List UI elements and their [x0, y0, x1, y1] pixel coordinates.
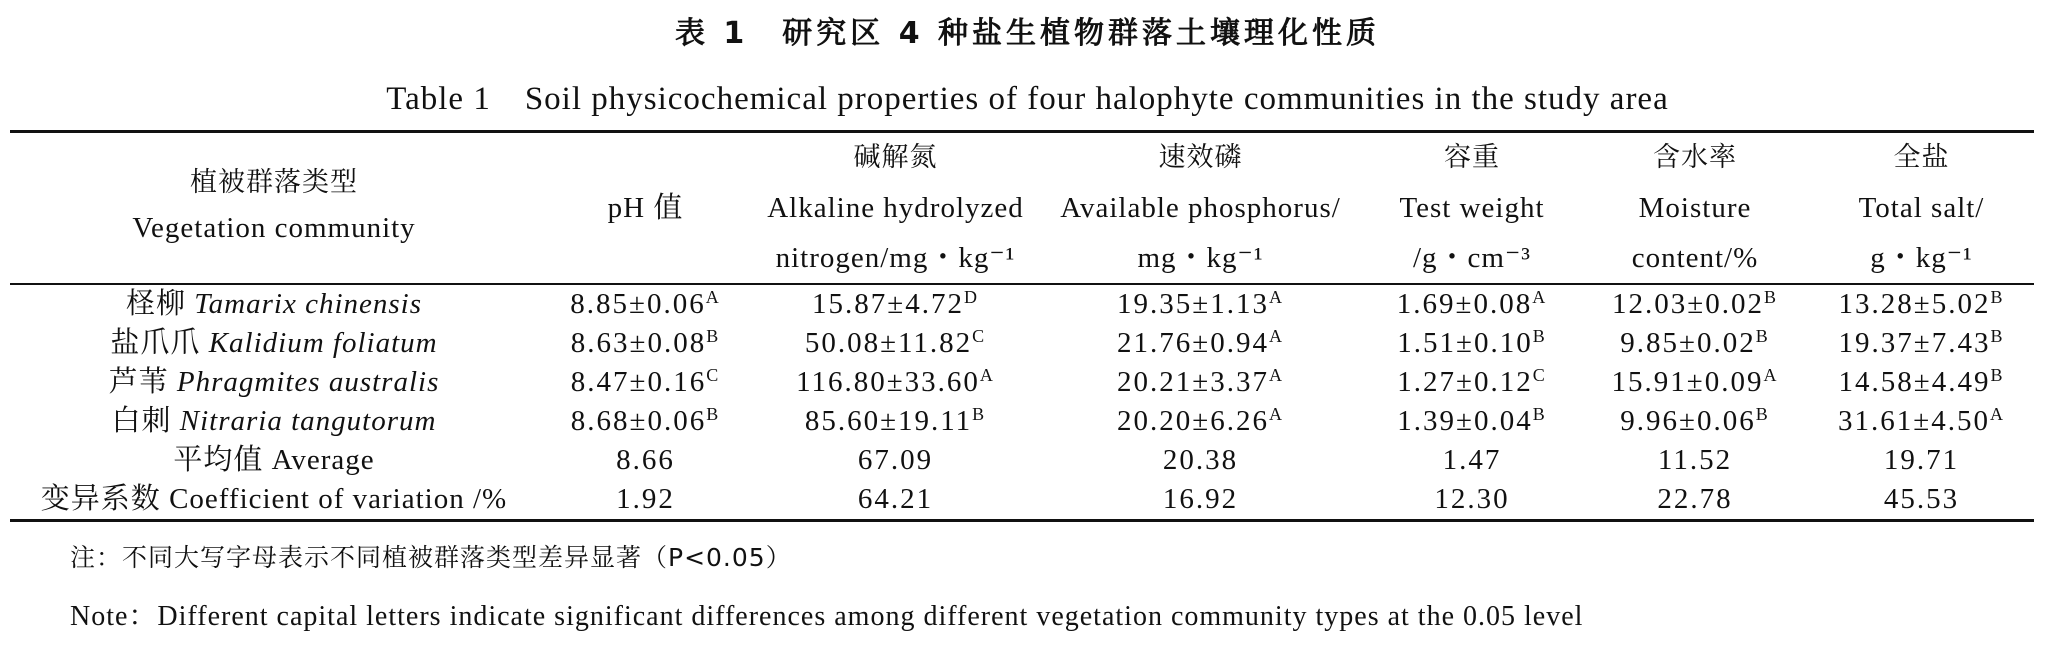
cell-value: 19.37±7.43 [1838, 327, 1991, 359]
cell-test-weight: 1.47 [1442, 444, 1502, 476]
cell-total-salt [1809, 363, 2034, 402]
cell-value: 9.96±0.06 [1620, 405, 1756, 437]
species-zh: 芦苇 [108, 366, 169, 398]
header-phosphorus-unit: mg・kg⁻¹ [1137, 242, 1264, 274]
significance-letter: D [963, 287, 979, 307]
header-test-weight-unit: /g・cm⁻³ [1413, 242, 1531, 274]
header-test-weight-en: Test weight [1399, 192, 1545, 224]
header-vegetation-en: Vegetation community [132, 212, 416, 244]
cell-total-salt [1809, 402, 2034, 441]
header-total-salt [1809, 132, 2034, 285]
row-label [10, 441, 538, 480]
cell-total-salt: 45.53 [1883, 483, 1960, 515]
cell-value: 15.87±4.72 [812, 288, 964, 320]
header-vegetation [10, 132, 538, 285]
cell-value: 116.80±33.60 [796, 366, 980, 398]
cell-value: 13.28±5.02 [1838, 288, 1991, 320]
cell-nitrogen [753, 324, 1038, 363]
cell-value: 8.85±0.06 [570, 288, 706, 320]
significance-letter: A [705, 287, 721, 307]
header-moisture-zh: 含水率 [1653, 142, 1737, 173]
cell-moisture [1581, 402, 1809, 441]
summary-label-zh: 平均值 [173, 444, 264, 476]
cell-ph [538, 284, 753, 324]
significance-letter: A [979, 365, 995, 385]
species-latin: Nitraria tangutorum [179, 405, 437, 437]
note-en: Note：Different capital letters indicate significant differences among different vegetation community types at the 0.05 level [70, 601, 1584, 632]
cell-value: 20.21±3.37 [1117, 366, 1269, 398]
summary-label-en: Average [271, 444, 375, 476]
cell-nitrogen [753, 402, 1038, 441]
cell-nitrogen: 67.09 [857, 444, 934, 476]
cell-value: 8.68±0.06 [570, 405, 707, 437]
cell-test-weight: 12.30 [1434, 483, 1510, 515]
header-nitrogen-unit: nitrogen/mg・kg⁻¹ [775, 242, 1016, 274]
cell-nitrogen [753, 284, 1038, 324]
significance-letter: C [1532, 365, 1547, 385]
table-body [10, 284, 2034, 521]
header-phosphorus-zh: 速效磷 [1158, 142, 1243, 173]
header-phosphorus-en: Available phosphorus/ [1060, 192, 1341, 224]
header-nitrogen-zh: 碱解氮 [853, 142, 938, 173]
significance-letter: C [972, 326, 987, 346]
significance-letter: A [1763, 365, 1779, 385]
species-latin: Tamarix chinensis [194, 288, 423, 320]
header-moisture-unit: content/% [1631, 242, 1759, 274]
significance-letter: A [1532, 287, 1548, 307]
cell-value: 1.27±0.12 [1397, 366, 1533, 398]
row-label [10, 363, 538, 402]
header-total-salt-en: Total salt/ [1858, 192, 1985, 224]
header-nitrogen-en: Alkaline hydrolyzed [767, 192, 1024, 224]
cell-moisture [1581, 363, 1809, 402]
cell-value: 1.69±0.08 [1396, 288, 1533, 320]
header-ph [538, 132, 753, 285]
significance-letter: B [1755, 326, 1770, 346]
significance-letter: C [706, 365, 721, 385]
cell-moisture [1581, 324, 1809, 363]
cell-test-weight [1363, 284, 1581, 324]
summary-row-cv [10, 480, 2034, 521]
header-phosphorus [1038, 132, 1363, 285]
header-test-weight [1363, 132, 1581, 285]
soil-properties-table [10, 130, 2034, 522]
cell-total-salt [1809, 324, 2034, 363]
species-latin: Phragmites australis [176, 366, 440, 398]
cell-test-weight [1363, 363, 1581, 402]
significance-letter: A [1989, 404, 2005, 424]
significance-letter: B [706, 326, 721, 346]
significance-letter: B [972, 404, 987, 424]
header-ph-en: pH 值 [607, 192, 684, 224]
cell-value: 20.20±6.26 [1117, 405, 1269, 437]
cell-value: 8.47±0.16 [570, 366, 707, 398]
note-zh: 注：不同大写字母表示不同植被群落类型差异显著（P<0.05） [70, 543, 792, 572]
row-label [10, 402, 538, 441]
summary-row-average [10, 441, 2034, 480]
cell-moisture: 11.52 [1657, 444, 1733, 476]
summary-label-zh: 变异系数 [40, 483, 161, 515]
significance-letter: B [1990, 287, 2005, 307]
significance-letter: A [1268, 365, 1284, 385]
summary-label-en: Coefficient of variation /% [169, 483, 508, 515]
significance-letter: B [1990, 326, 2005, 346]
significance-letter: B [1990, 365, 2005, 385]
cell-phosphorus [1038, 402, 1363, 441]
header-total-salt-unit: g・kg⁻¹ [1870, 242, 1973, 274]
cell-value: 21.76±0.94 [1117, 327, 1269, 359]
cell-value: 8.63±0.08 [570, 327, 707, 359]
species-latin: Kalidium foliatum [208, 327, 438, 359]
cell-phosphorus [1038, 324, 1363, 363]
cell-value: 85.60±19.11 [804, 405, 973, 437]
significance-letter: B [706, 404, 721, 424]
header-moisture-en: Moisture [1638, 192, 1752, 224]
cell-ph: 1.92 [616, 483, 675, 515]
significance-letter: B [1755, 404, 1770, 424]
cell-total-salt: 19.71 [1883, 444, 1960, 476]
cell-value: 12.03±0.02 [1612, 288, 1764, 320]
cell-moisture [1581, 284, 1809, 324]
table-row [10, 284, 2034, 324]
table-title-en: Table 1 Soil physicochemical properties of four halophyte communities in the study area [386, 81, 1669, 117]
table-row [10, 363, 2034, 402]
species-zh: 白刺 [111, 405, 172, 437]
cell-value: 1.39±0.04 [1397, 405, 1533, 437]
cell-value: 1.51±0.10 [1397, 327, 1533, 359]
significance-letter: A [1268, 326, 1284, 346]
cell-value: 50.08±11.82 [804, 327, 973, 359]
table-header [10, 132, 2034, 285]
row-label [10, 480, 538, 521]
cell-phosphorus: 20.38 [1162, 444, 1239, 476]
header-nitrogen [753, 132, 1038, 285]
significance-letter: B [1763, 287, 1778, 307]
cell-total-salt [1809, 284, 2034, 324]
significance-letter: B [1532, 326, 1547, 346]
cell-phosphorus [1038, 363, 1363, 402]
cell-ph: 8.66 [616, 444, 675, 476]
row-label [10, 284, 538, 324]
cell-value: 19.35±1.13 [1117, 288, 1269, 320]
cell-ph [538, 363, 753, 402]
cell-nitrogen [753, 363, 1038, 402]
cell-moisture: 22.78 [1657, 483, 1733, 515]
significance-letter: A [1268, 287, 1284, 307]
row-label [10, 324, 538, 363]
header-row [10, 132, 2034, 285]
header-moisture [1581, 132, 1809, 285]
table-row [10, 402, 2034, 441]
header-total-salt-zh: 全盐 [1893, 142, 1950, 173]
cell-ph [538, 402, 753, 441]
significance-letter: A [1268, 404, 1284, 424]
header-test-weight-zh: 容重 [1444, 142, 1500, 173]
species-zh: 盐爪爪 [110, 327, 201, 359]
cell-value: 15.91±0.09 [1611, 366, 1764, 398]
header-vegetation-zh: 植被群落类型 [190, 167, 358, 198]
table-title-zh: 表 1 研究区 4 种盐生植物群落土壤理化性质 [674, 16, 1381, 51]
cell-value: 31.61±4.50 [1838, 405, 1990, 437]
cell-phosphorus: 16.92 [1162, 483, 1239, 515]
cell-value: 14.58±4.49 [1838, 366, 1991, 398]
cell-ph [538, 324, 753, 363]
table-row [10, 324, 2034, 363]
cell-value: 9.85±0.02 [1620, 327, 1756, 359]
cell-test-weight [1363, 402, 1581, 441]
significance-letter: B [1532, 404, 1547, 424]
species-zh: 柽柳 [125, 288, 186, 320]
cell-nitrogen: 64.21 [857, 483, 934, 515]
cell-test-weight [1363, 324, 1581, 363]
cell-phosphorus [1038, 284, 1363, 324]
